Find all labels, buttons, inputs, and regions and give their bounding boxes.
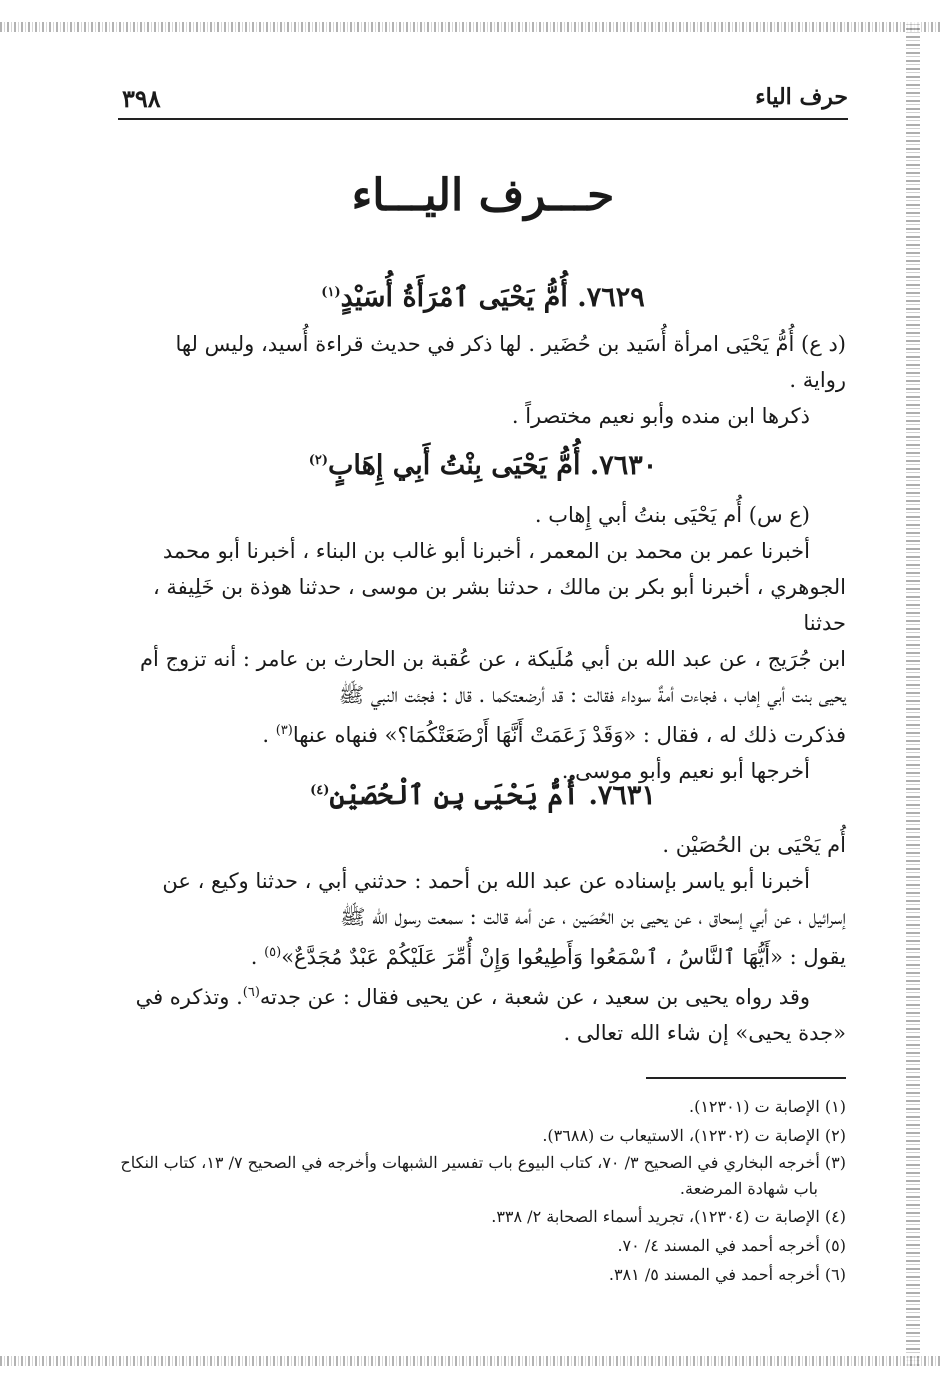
text-line: أخبرنا أبو ياسر بإسناده عن عبد الله بن أحمد : حدثني أبي ، حدثنا وكيع ، عن — [162, 869, 810, 893]
text-line: (د ع) أُمُّ يَحْيَى امرأة أُسَيد بن حُضَير . لها ذكر في حديث قراءة أُسيد، وليس لها — [175, 332, 846, 356]
entry-body-7629 — [118, 326, 846, 434]
text-line: يقول : «أَيُّهَا ٱلنَّاسُ ، ٱسْمَعُوا وَأَطِيعُوا وَإِنْ أُمِّرَ عَلَيْكُمْ عَبْدٌ مُجَدَّعٌ»$^{(٥)}$ . — [250, 945, 846, 969]
page-number: ٣٩٨ — [122, 84, 161, 113]
page-header — [118, 84, 848, 114]
entry-body-7630 — [118, 497, 846, 789]
header-rule — [118, 118, 848, 120]
text-line: أخرجها أبو نعيم وأبو موسى . — [561, 759, 810, 783]
text-line: وقد رواه يحيى بن سعيد ، عن شعبة ، عن يحيى فقال : عن جدته$^{(٦)}$. وتذكره في — [135, 985, 810, 1009]
page-border-top — [0, 22, 942, 32]
text-line: «جدة يحيى» إن شاء الله تعالى . — [563, 1021, 846, 1045]
text-line: ابن جُرَيج ، عن عبد الله بن أبي مُلَيكة ، عن عُقبة بن الحارث بن عامر : أنه تزوج أم — [139, 647, 846, 671]
text-line: يحيى بنت أبي إهاب ، فجاءت أمةٌ سوداء فقالت : قد أرضعتكما . قال : فجئت النبي ﷺ — [338, 683, 846, 707]
entry-heading-7629: ٧٦٢٩. أُمُّ يَحْيَى ٱمْرَأَةُ أُسَيْدٍ$^{(١)}$ — [321, 282, 645, 313]
footnote-item: (٦) أخرجه أحمد في المسند ٥/ ٣٨١. — [608, 1265, 846, 1284]
text-line: أُم يَحْيَى بن الحُصَيْن . — [662, 833, 846, 857]
text-line: فذكرت ذلك له ، فقال : «وَقَدْ زَعَمَتْ أَنَّهَا أَرْضَعَتْكُمَا؟» فنهاه عنها$^{(٣)}$ . — [262, 723, 846, 747]
footnote-item: (٤) الإصابة ت (١٢٣٠٤)، تجريد أسماء الصحابة ٢/ ٣٣٨. — [491, 1207, 846, 1226]
footnote-item: (٣) أخرجه البخاري في الصحيح ٣/ ٧٠، كتاب البيوع باب تفسير الشبهات وأخرجه في الصحيح ٧/ ١٣، كتاب النكاح باب شهادة المرضعة. — [120, 1153, 846, 1198]
footnotes — [118, 1092, 846, 1289]
text-line: إسرائيل ، عن أبي إسحاق ، عن يحيى بن الحُصَين ، عن أمه قالت : سمعت رسول الله ﷺ — [340, 905, 846, 929]
entry-body-7631 — [118, 827, 846, 1051]
footnote-item: (٥) أخرجه أحمد في المسند ٤/ ٧٠. — [617, 1236, 846, 1255]
footnote-separator — [646, 1077, 846, 1079]
text-line: ذكرها ابن منده وأبو نعيم مختصراً . — [511, 404, 810, 428]
text-line: (ع س) أُم يَحْيَى بنتُ أبي إِهاب . — [534, 503, 810, 527]
footnote-item: (١) الإصابة ت (١٢٣٠١). — [688, 1097, 846, 1116]
text-line: أخبرنا عمر بن محمد بن المعمر ، أخبرنا أبو غالب بن البناء ، أخبرنا أبو محمد — [162, 539, 810, 563]
text-line: الجوهري ، أخبرنا أبو بكر بن مالك ، حدثنا بشر بن موسى ، حدثنا هوذة بن خَلِيفة ، حدثنا — [152, 575, 846, 635]
entry-heading-7631: ٧٦٣١. أُمُّ يَحْيَى بِنِ ٱلْحُصَيْنِ$^{(٤)}$ — [310, 780, 656, 811]
text-line: رواية . — [789, 368, 846, 392]
page-border-right — [906, 22, 920, 1366]
page-border-bottom — [0, 1356, 942, 1366]
footnote-item: (٢) الإصابة ت (١٢٣٠٢)، الاستيعاب ت (٣٦٨٨). — [542, 1126, 846, 1145]
chapter-title: حـــرف اليـــاء — [351, 170, 615, 221]
running-title: حرف الياء — [755, 84, 848, 110]
entry-heading-7630: ٧٦٣٠. أُمُّ يَحْيَى بِنْتُ أَبِي إِهَابٍ$^{(٢)}$ — [308, 450, 658, 481]
